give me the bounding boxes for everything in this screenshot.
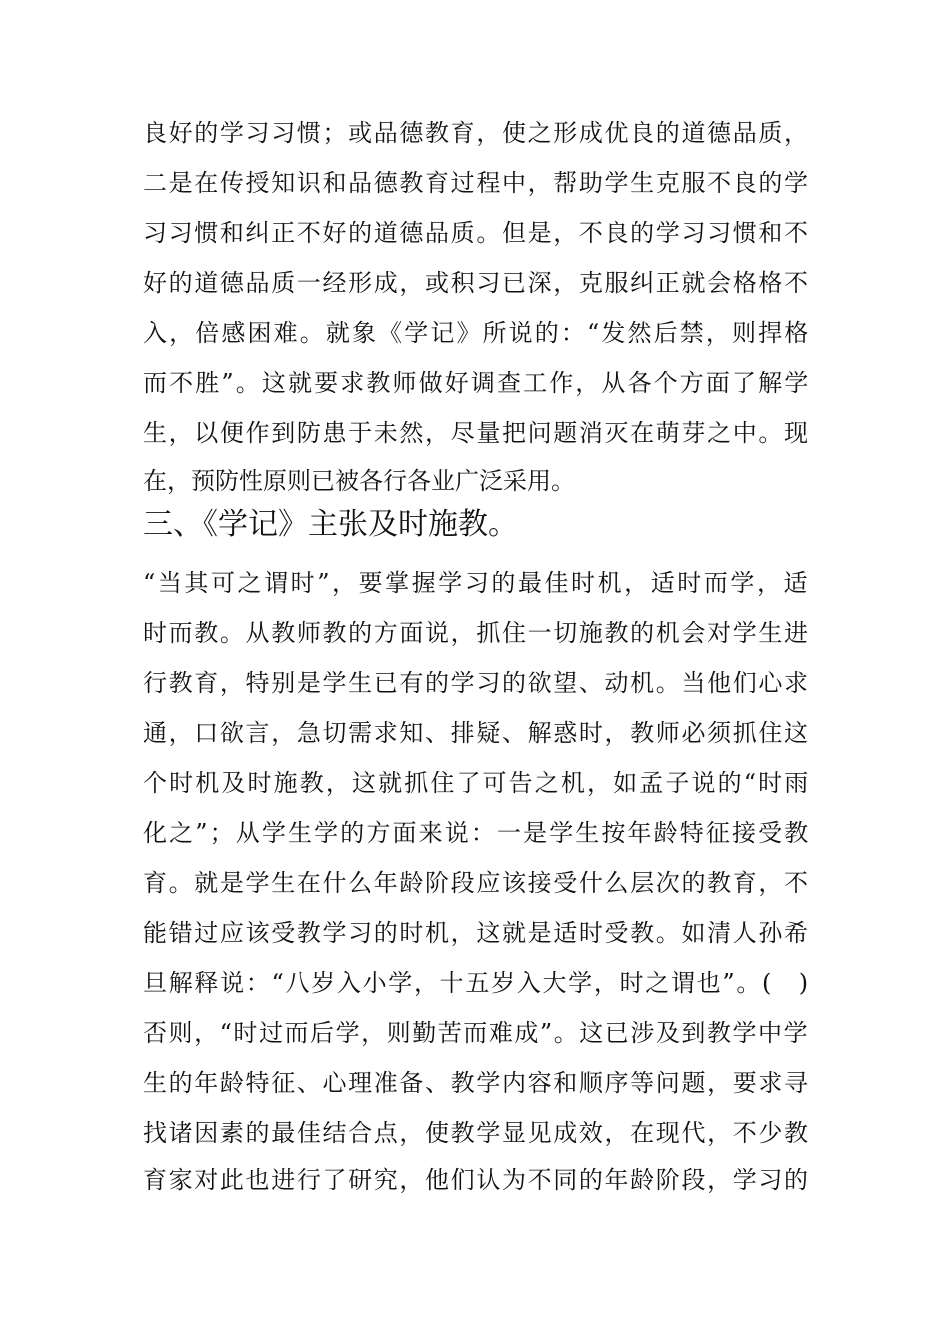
paragraph-line: 入，倍感困难。就象《学记》所说的：“发然后禁，则捍格 (143, 319, 811, 347)
paragraph-line: 生，以便作到防患于未然，尽量把问题消灭在萌芽之中。现 (143, 419, 810, 447)
section-heading: 三、《学记》主张及时施教。 (143, 507, 518, 542)
paragraph-line: 好的道德品质一经形成，或积习已深，克服纠正就会格格不 (143, 269, 810, 297)
paragraph-line: 良好的学习习惯；或品德教育，使之形成优良的道德品质， (143, 119, 810, 147)
paragraph-line: 化之”；从学生学的方面来说：一是学生按年龄特征接受教 (143, 819, 811, 847)
paragraph-line: 生的年龄特征、心理准备、教学内容和顺序等问题，要求寻 (143, 1069, 810, 1097)
paragraph-line: 找诸因素的最佳结合点，使教学显见成效，在现代，不少教 (143, 1119, 810, 1147)
paragraph-line: 否则，“时过而后学，则勤苦而难成”。这已涉及到教学中学 (143, 1019, 810, 1047)
paragraph-line: 时而教。从教师教的方面说，抓住一切施教的机会对学生进 (143, 619, 810, 647)
paragraph-line: 在，预防性原则已被各行各业广泛采用。 (143, 467, 575, 495)
paragraph-line: 旦解释说：“八岁入小学，十五岁入大学，时之谓也”。( ) (143, 969, 810, 997)
paragraph-line: 习习惯和纠正不好的道德品质。但是，不良的学习习惯和不 (143, 219, 810, 247)
paragraph-line: 育。就是学生在什么年龄阶段应该接受什么层次的教育，不 (143, 869, 810, 897)
paragraph-line: “当其可之谓时”，要掌握学习的最佳时机，适时而学，适 (143, 569, 811, 597)
paragraph-line: 育家对此也进行了研究，他们认为不同的年龄阶段，学习的 (143, 1166, 810, 1194)
paragraph-line: 而不胜”。这就要求教师做好调查工作，从各个方面了解学 (143, 369, 811, 397)
paragraph-line: 个时机及时施教，这就抓住了可告之机，如孟子说的“时雨 (143, 769, 811, 797)
paragraph-line: 通，口欲言，急切需求知、排疑、解惑时，教师必须抓住这 (143, 719, 810, 747)
paragraph-line: 二是在传授知识和品德教育过程中，帮助学生克服不良的学 (143, 169, 810, 197)
paragraph-line: 行教育，特别是学生已有的学习的欲望、动机。当他们心求 (143, 669, 810, 697)
paragraph-line: 能错过应该受教学习的时机，这就是适时受教。如清人孙希 (143, 919, 810, 947)
